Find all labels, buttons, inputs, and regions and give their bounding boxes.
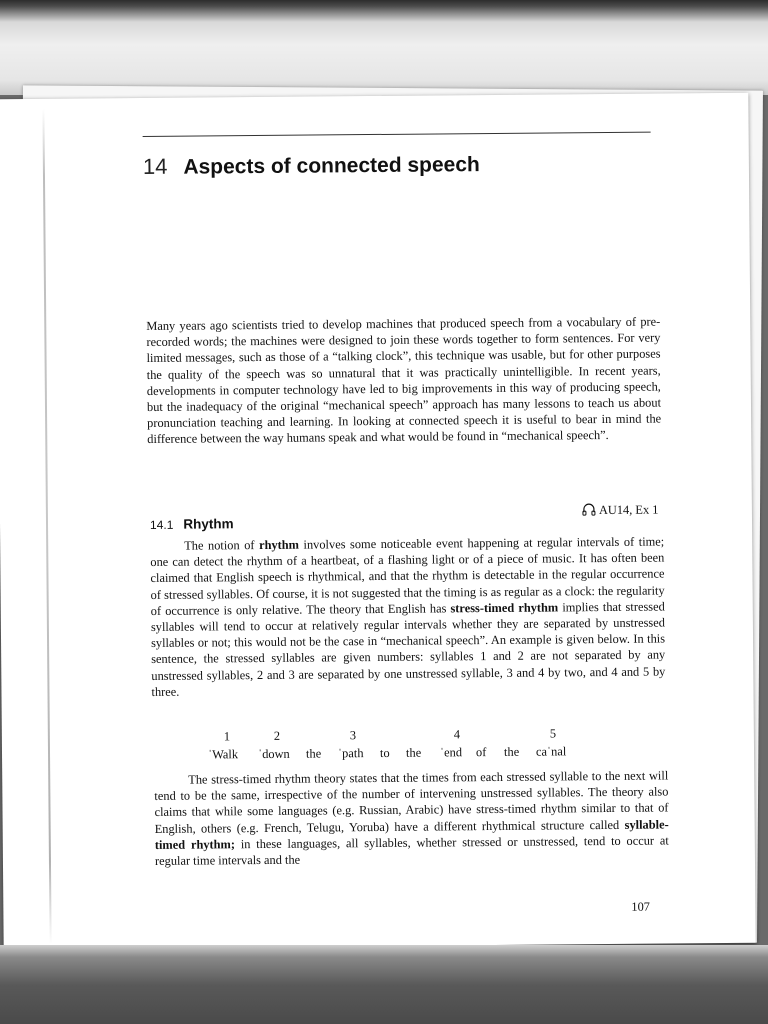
- example-word: caˈnal: [535, 744, 567, 759]
- book-page: [0, 93, 756, 950]
- rhythm-paragraph-2: [154, 767, 669, 869]
- audio-reference: [582, 502, 659, 519]
- example-word: ˈWalk: [207, 747, 239, 762]
- rhythm-paragraph-1: [150, 533, 665, 700]
- page-number: 107: [631, 899, 651, 914]
- intro-paragraph: Many years ago scientists tried to develop machines that produced speech from a vocabulary of pre-recorded words; the machines were designed to join these words together to form sentences. For very limited messages, such as those of a “talking clock”, this technique was usable, but for other purposes the quality of the speech was so unnatural that it was practically unintelligible. In recent years, developments in computer technology have led to big improvements in this way of producing speech, but the inadequacy of the original “mechanical speech” approach has many lessons to teach us about pronunciation teaching and learning. In looking at connected speech it is useful to bear in mind the difference between the way humans speak and what would be found in “mechanical speech”.: [146, 314, 662, 447]
- chapter-title: Aspects of connected speech: [183, 153, 480, 179]
- example-word: to: [379, 745, 390, 760]
- section-title: Rhythm: [183, 516, 234, 532]
- section-heading: [150, 515, 234, 534]
- example-word: of: [475, 745, 487, 760]
- bold-term: rhythm: [258, 537, 300, 553]
- page-gutter: [42, 109, 51, 944]
- stress-number: 5: [549, 726, 557, 741]
- example-word: the: [503, 744, 520, 759]
- text-run: in these languages, all syllables, whether stressed or unstressed, tend to occur at regular time intervals and the: [154, 833, 669, 868]
- example-word: ˈpath: [337, 746, 364, 761]
- stress-number: 1: [223, 729, 231, 744]
- bold-term: stress-timed rhythm: [450, 600, 559, 616]
- example-word: the: [305, 746, 322, 761]
- stress-number: 3: [349, 728, 357, 743]
- chapter-heading: [143, 149, 663, 180]
- text-run: implies that stressed syllables will tend to occur at relatively regular intervals whether they are separated by unstressed syllables or not; this would not be the case in “mechanical speech”. An example is given below. In this sentence, the stressed syllables are given numbers: syllables 1 and 2 are not separated by any unstressed syllables, 2 and 3 are separated by one unstressed syllable, 3 and 4 by two, and 4 and 5 by three.: [150, 599, 666, 699]
- headphones-icon: [582, 502, 596, 516]
- example-word: the: [405, 745, 422, 760]
- example-word: ˈdown: [257, 746, 290, 762]
- scanner-bottom-edge: [0, 945, 768, 1024]
- scanner-top-edge: [0, 0, 768, 95]
- text-run: involves some noticeable event happening at regular intervals of time; one can detect the rhythm of a heartbeat, of a flashing light or of a piece of music. It has often been claimed that English speech is rhythmical, and that the rhythm is detectable in the regular occurrence of stressed syllables. Of course, it is not suggested that the timing is as regular as a clock: the regularity of occurrence is only relative. The theory that English has: [150, 534, 665, 618]
- audio-reference-label: AU14, Ex 1: [598, 502, 659, 518]
- example-word: ˈend: [439, 745, 463, 760]
- header-rule: [143, 132, 651, 137]
- stress-number: 4: [453, 727, 461, 742]
- stress-number: 2: [273, 728, 281, 743]
- bold-term: syllable-timed rhythm;: [154, 817, 669, 852]
- chapter-number: 14: [142, 153, 168, 180]
- stress-example: [208, 726, 628, 766]
- section-number: 14.1: [149, 517, 174, 532]
- text-run: The notion of: [184, 538, 260, 553]
- text-run: The stress-timed rhythm theory states that the times from each stressed syllable to the next will tend to be the same, irrespective of the number of intervening unstressed syllables. The theory also claims that while some languages (e.g. Russian, Arabic) have stress-timed rhythm similar to that of English, others (e.g. French, Telugu, Yoruba) have a different rhythmical structure called: [154, 768, 669, 836]
